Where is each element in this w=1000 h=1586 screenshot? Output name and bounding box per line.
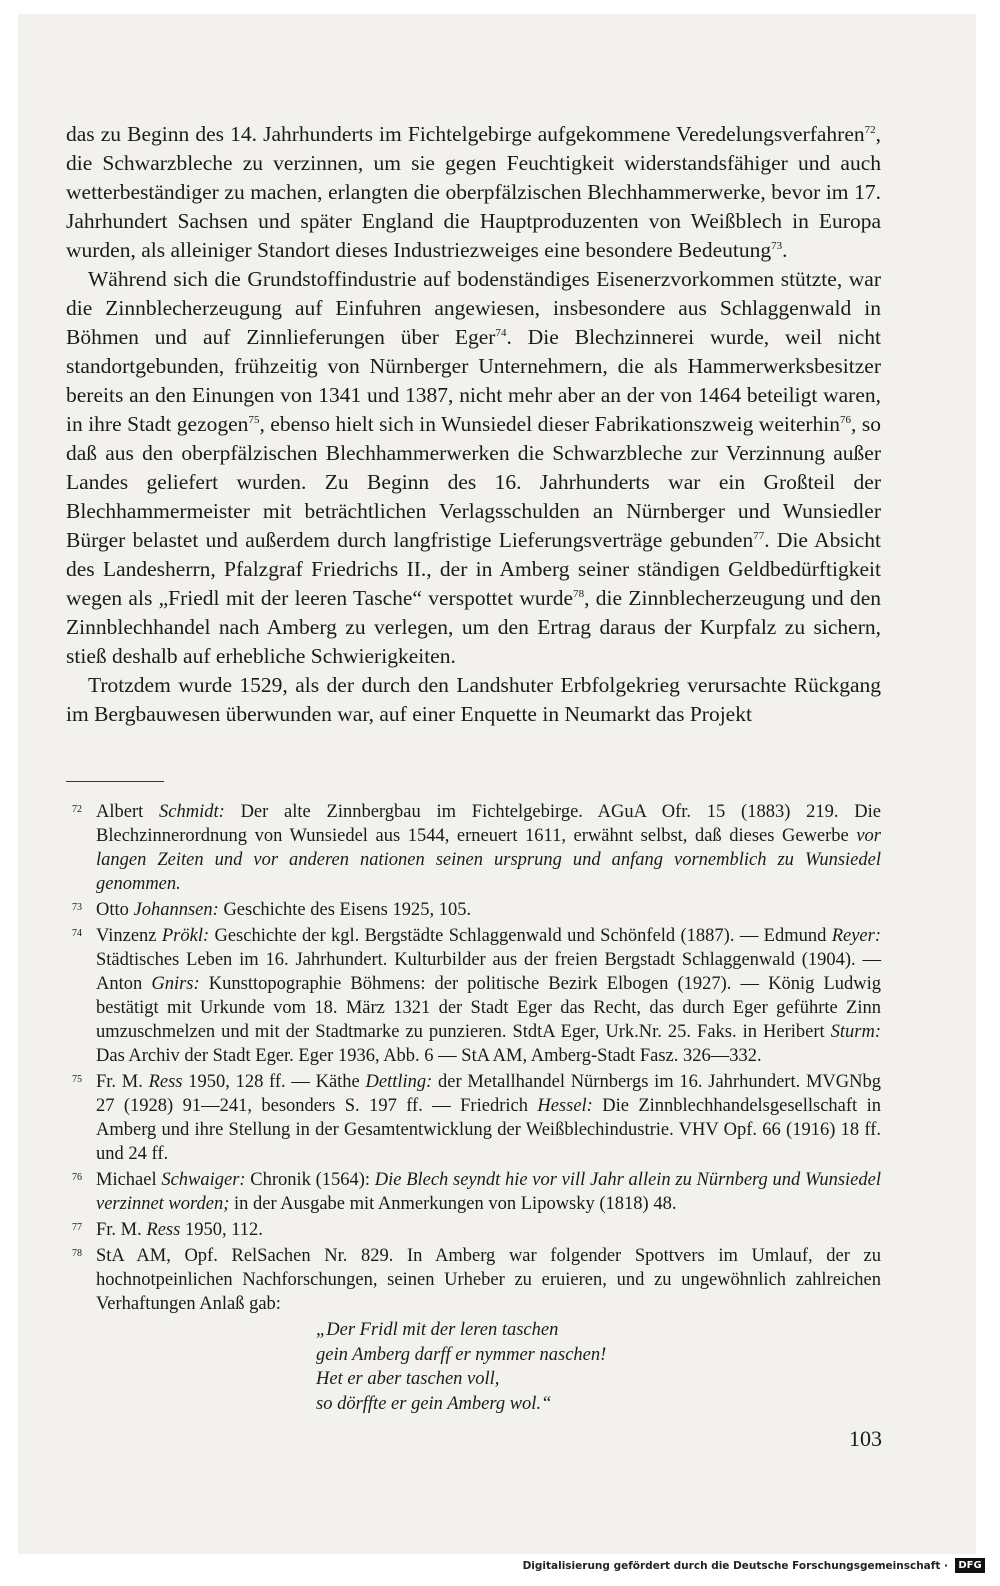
main-text — [66, 120, 881, 729]
page-number: 103 — [849, 1426, 882, 1451]
footnote-number: 76 — [72, 1172, 82, 1183]
footnote-number: 72 — [72, 804, 82, 815]
footnote-number: 78 — [72, 1248, 82, 1259]
verse-line: so dörffte er gein Amberg wol.“ — [316, 1393, 552, 1414]
dfg-logo-icon: DFG — [955, 1558, 985, 1573]
verse-line: gein Amberg darff er nymmer naschen! — [316, 1344, 607, 1365]
footnote-number: 77 — [72, 1222, 82, 1233]
footnote-ref-74: 74 — [495, 326, 507, 339]
footnote-ref-78: 78 — [573, 587, 585, 600]
footnotes — [66, 800, 881, 1418]
digitization-credit: Digitalisierung gefördert durch die Deutsche Forschungsgemeinschaft · — [522, 1560, 948, 1572]
footnote-ref-77: 77 — [753, 529, 765, 542]
footnote-72: 72 Albert Schmidt: Der alte Zinnbergbau im Fichtelgebirge. AGuA Ofr. 15 (1883) 219. Die Blechzinnerordnung von Wunsiedel aus 1544, erneuert 1611, erwähnt selbst, daß dieses Gewerbe vor langen Zeiten und vor anderen nationen seinen ursprung und anfang vornemblich zu Wunsiedel genommen. — [72, 802, 881, 894]
footnote-73: 73 Otto Johannsen: Geschichte des Eisens 1925, 105. — [72, 900, 472, 920]
footnote-75: 75 Fr. M. Ress 1950, 128 ff. — Käthe Dettling: der Metallhandel Nürnbergs im 16. Jahrhundert. MVGNbg 27 (1928) 91—241, besonders S. 197 ff. — Friedrich Hessel: Die Zinnblechhandelsgesellschaft in Amberg und ihre Stellung in der Gesamtentwicklung der Weißblechindustrie. VHV Opf. 66 (1916) 18 ff. und 24 ff. — [72, 1072, 881, 1164]
footnote-76: 76 Michael Schwaiger: Chronik (1564): Die Blech seyndt hie vor vill Jahr allein zu Nürnberg und Wunsiedel verzinnet worden; in der Ausgabe mit Anmerkungen von Lipowsky (1818) 48. — [72, 1170, 881, 1214]
footnote-ref-76: 76 — [840, 413, 852, 426]
verse-line: „Der Fridl mit der leren taschen — [316, 1320, 559, 1340]
footnote-number: 75 — [72, 1074, 82, 1085]
footnote-ref-75: 75 — [248, 413, 260, 426]
footnote-78: 78 StA AM, Opf. RelSachen Nr. 829. In Amberg war folgender Spottvers im Umlauf, der zu hochnotpeinlichen Nachforschungen, seinen Urheber zu eruieren, und zu ungewöhnlich zahlreichen Verhaftungen Anlaß gab: „Der Fridl mit der leren taschen gein Amberg darff er nymmer naschen! Het er aber taschen voll, so dörffte er gein Amberg wol.“ — [66, 1244, 881, 1416]
footnote-separator — [66, 781, 164, 782]
paragraph-2: Während sich die Grundstoffindustrie auf bodenständiges Eisenerzvorkommen stützte, war die Zinnblecherzeugung auf Einfuhren angewiesen, insbesondere aus Schlaggenwald in Böhmen und auf Zinnlieferungen über Eger$^{74}$. Die Blechzinnerei wurde, weil nicht standortgebunden, frühzeitig von Nürnberger Unternehmern, die als Hammerwerksbesitzer bereits an den Einungen von 1341 und 1387, nicht mehr aber an der von 1464 beteiligt waren, in ihre Stadt gezogen$^{75}$, ebenso hielt sich in Wunsiedel dieser Fabrikationszweig weiterhin$^{76}$, so daß aus den oberpfälzischen Blechhammerwerken die Schwarzbleche zur Verzinnung außer Landes geliefert wurden. Zu Beginn des 16. Jahrhunderts war ein Großteil der Blechhammermeister mit beträchtlichen Verlagsschulden an Nürnberger und Wunsiedler Bürger belastet und außerdem durch langfristige Lieferungsverträge gebunden$^{77}$. Die Absicht des Landesherrn, Pfalzgraf Friedrichs II., der in Amberg seiner ständigen Geldbedürftigkeit wegen als „Friedl mit der leeren Tasche“ verspottet wurde$^{78}$, die Zinnblecherzeugung und den Zinnblechhandel nach Amberg zu verlegen, um den Ertrag daraus der Kurpfalz zu sichern, stieß deshalb auf erhebliche Schwierigkeiten. — [66, 267, 881, 668]
verse-line: Het er aber taschen voll, — [316, 1369, 500, 1389]
paragraph-3: Trotzdem wurde 1529, als der durch den Landshuter Erbfolgekrieg verursachte Rückgang im Bergbauwesen überwunden war, auf einer Enquette in Neumarkt das Projekt — [66, 673, 881, 726]
footnote-77: 77 Fr. M. Ress 1950, 112. — [72, 1220, 263, 1240]
footnote-ref-73: 73 — [771, 239, 783, 252]
footnote-ref-72: 72 — [864, 123, 876, 136]
footnote-number: 74 — [72, 928, 82, 939]
footnote-number: 73 — [72, 902, 82, 913]
verse-quotation — [316, 1318, 881, 1416]
paragraph-1: das zu Beginn des 14. Jahrhunderts im Fichtelgebirge aufgekommene Veredelungsverfahren$^{72}$, die Schwarzbleche zu verzinnen, um sie gegen Feuchtigkeit widerstandsfähiger und auch wetterbeständiger zu machen, erlangten die oberpfälzischen Blechhammerwerke, bevor im 17. Jahrhundert Sachsen und später England die Hauptproduzenten von Weißblech in Europa wurden, als alleiniger Standort dieses Industriezweiges eine besondere Bedeutung$^{73}$. — [66, 122, 881, 262]
footnote-74: 74 Vinzenz Prökl: Geschichte der kgl. Bergstädte Schlaggenwald und Schönfeld (1887). — Edmund Reyer: Städtisches Leben im 16. Jahrhundert. Kulturbilder aus der freien Bergstadt Schlaggenwald (1904). — Anton Gnirs: Kunsttopographie Böhmens: der politische Bezirk Elbogen (1927). — König Ludwig bestätigt mit Urkunde vom 18. März 1321 der Stadt Eger das Recht, das durch Eger geführte Zinn umzuschmelzen und mit der Stadtmarke zu punzieren. StdtA Eger, Urk.Nr. 25. Faks. in Heribert Sturm: Das Archiv der Stadt Eger. Eger 1936, Abb. 6 — StA AM, Amberg-Stadt Fasz. 326—332. — [72, 926, 882, 1066]
